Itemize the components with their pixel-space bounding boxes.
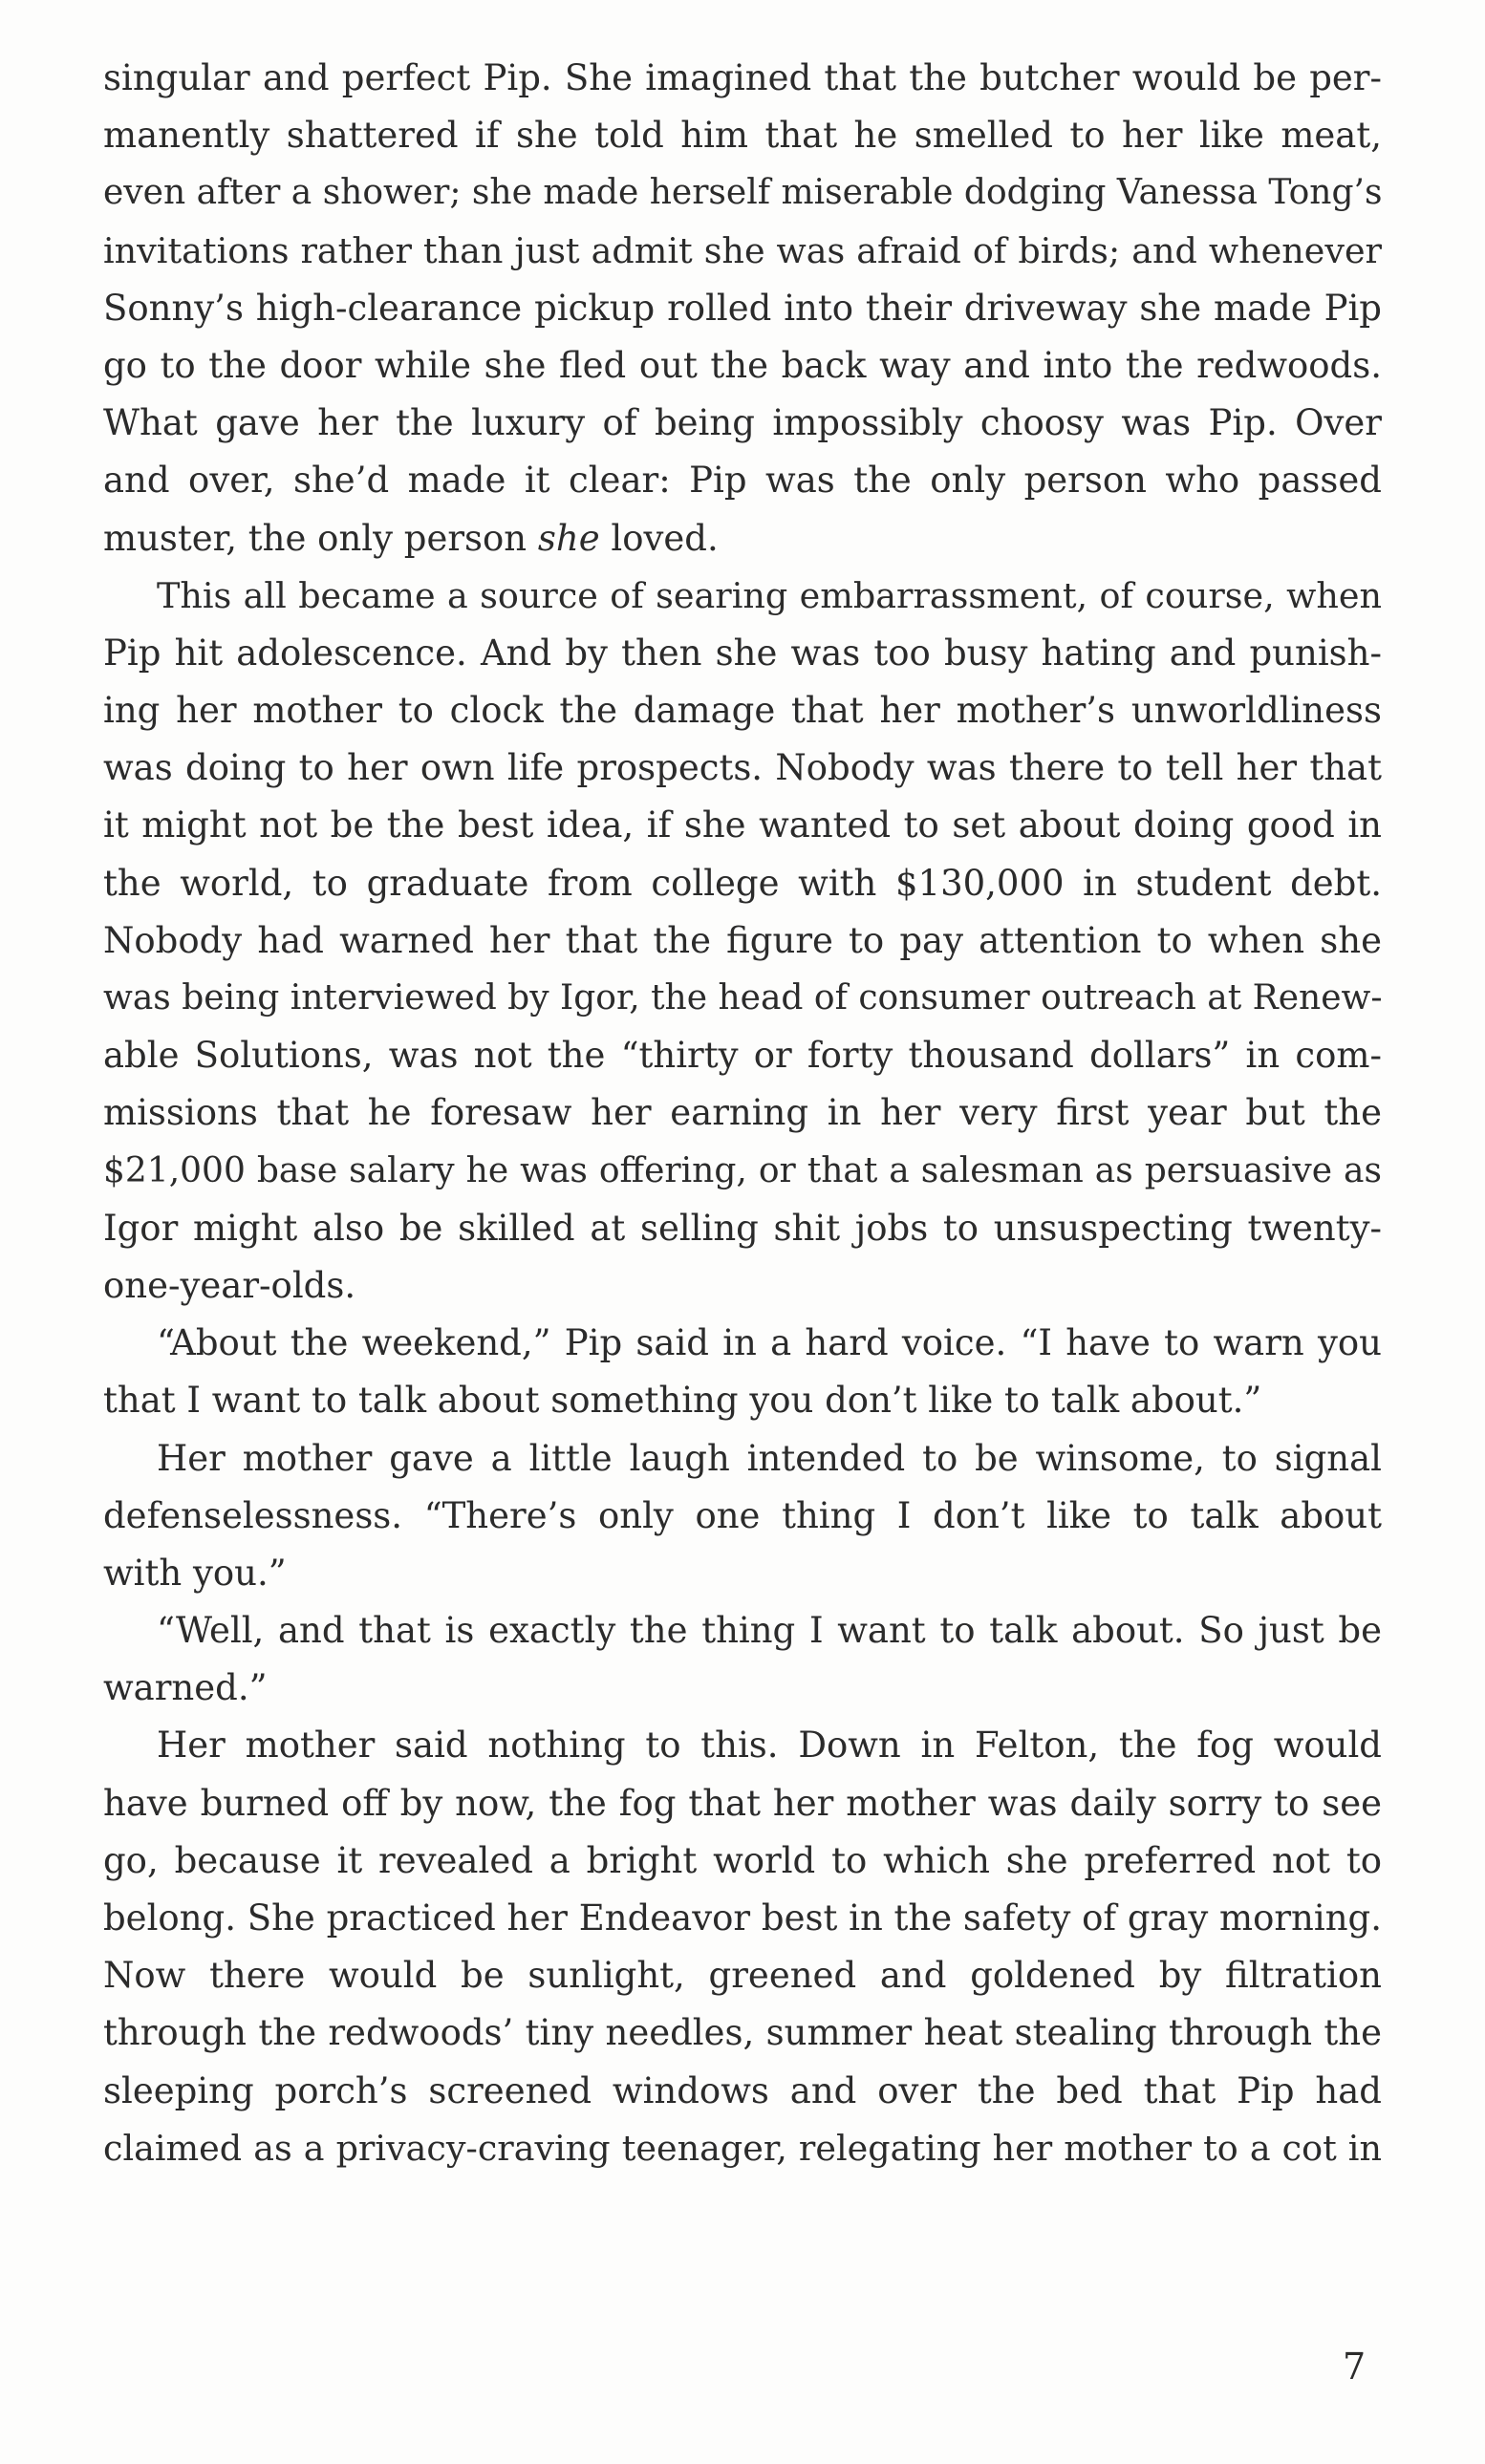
text-line: belong. She practiced her Endeavor best in the safety of gray morning. [103, 1897, 1382, 1939]
text-line [103, 510, 1382, 568]
text-line: Sonny’s high-clearance pickup rolled into their driveway she made Pip [103, 287, 1382, 329]
body-text [103, 50, 1382, 2177]
paragraph-start: This all became a source of searing embarrassment, of course, when [157, 574, 1382, 616]
paragraph-start: Her mother said nothing to this. Down in Felton, the fog would [157, 1725, 1382, 1767]
page-number: 7 [1343, 2346, 1367, 2388]
text-segment: loved. [599, 517, 719, 559]
text-line: manently shattered if she told him that he smelled to her like meat, [103, 115, 1382, 157]
text-line: even after a shower; she made herself miserable dodging Vanessa Tong’s [103, 173, 1382, 213]
text-line: with you.” [103, 1552, 287, 1594]
text-line: was being interviewed by Igor, the head of consumer outreach at Renew- [103, 978, 1382, 1018]
text-line: go, because it revealed a bright world to which she preferred not to [103, 1839, 1382, 1881]
paragraph-start: Her mother gave a little laugh intended to be winsome, to signal [157, 1437, 1382, 1479]
text-line: and over, she’d made it clear: Pip was the only person who passed [103, 460, 1382, 502]
text-line: invitations rather than just admit she was afraid of birds; and whenever [103, 229, 1382, 271]
text-line: claimed as a privacy-craving teenager, relegating her mother to a cot in [103, 2127, 1382, 2169]
text-line: sleeping porch’s screened windows and over the bed that Pip had [103, 2069, 1382, 2111]
paragraph-start: “About the weekend,” Pip said in a hard voice. “I have to warn you [157, 1322, 1382, 1364]
text-line: defenselessness. “There’s only one thing I don’t like to talk about [103, 1494, 1382, 1536]
text-line: the world, to graduate from college with $130,000 in student debt. [103, 862, 1382, 904]
text-line: $21,000 base salary he was offering, or that a salesman as persuasive as [103, 1150, 1382, 1190]
text-line: through the redwoods’ tiny needles, summer heat stealing through the [103, 2012, 1382, 2054]
text-line: have burned off by now, the fog that her mother was daily sorry to see [103, 1782, 1382, 1824]
paragraph-start: “Well, and that is exactly the thing I want to talk about. So just be [157, 1610, 1382, 1652]
text-line: Now there would be sunlight, greened and goldened by filtration [103, 1955, 1382, 1997]
text-line: Nobody had warned her that the figure to pay attention to when she [103, 919, 1382, 961]
text-line: warned.” [103, 1667, 268, 1709]
text-line: missions that he foresaw her earning in her very first year but the [103, 1092, 1382, 1134]
text-line: singular and perfect Pip. She imagined that the butcher would be per- [103, 57, 1382, 98]
text-line: Igor might also be skilled at selling shit jobs to unsuspecting twenty- [103, 1207, 1382, 1249]
text-line: ing her mother to clock the damage that her mother’s unworldliness [103, 690, 1382, 732]
text-line: go to the door while she fled out the back way and into the redwoods. [103, 344, 1382, 386]
text-line: one-year-olds. [103, 1264, 356, 1306]
italic-word: she [537, 517, 600, 559]
text-line: Pip hit adolescence. And by then she was too busy hating and punish- [103, 632, 1382, 674]
text-line: that I want to talk about something you don’t like to talk about.” [103, 1380, 1262, 1422]
text-line: able Solutions, was not the “thirty or forty thousand dollars” in com- [103, 1035, 1382, 1077]
text-line: What gave her the luxury of being impossibly choosy was Pip. Over [103, 402, 1382, 444]
text-line: it might not be the best idea, if she wanted to set about doing good in [103, 804, 1382, 846]
text-line: was doing to her own life prospects. Nobody was there to tell her that [103, 747, 1382, 789]
text-segment: muster, the only person [103, 517, 538, 559]
